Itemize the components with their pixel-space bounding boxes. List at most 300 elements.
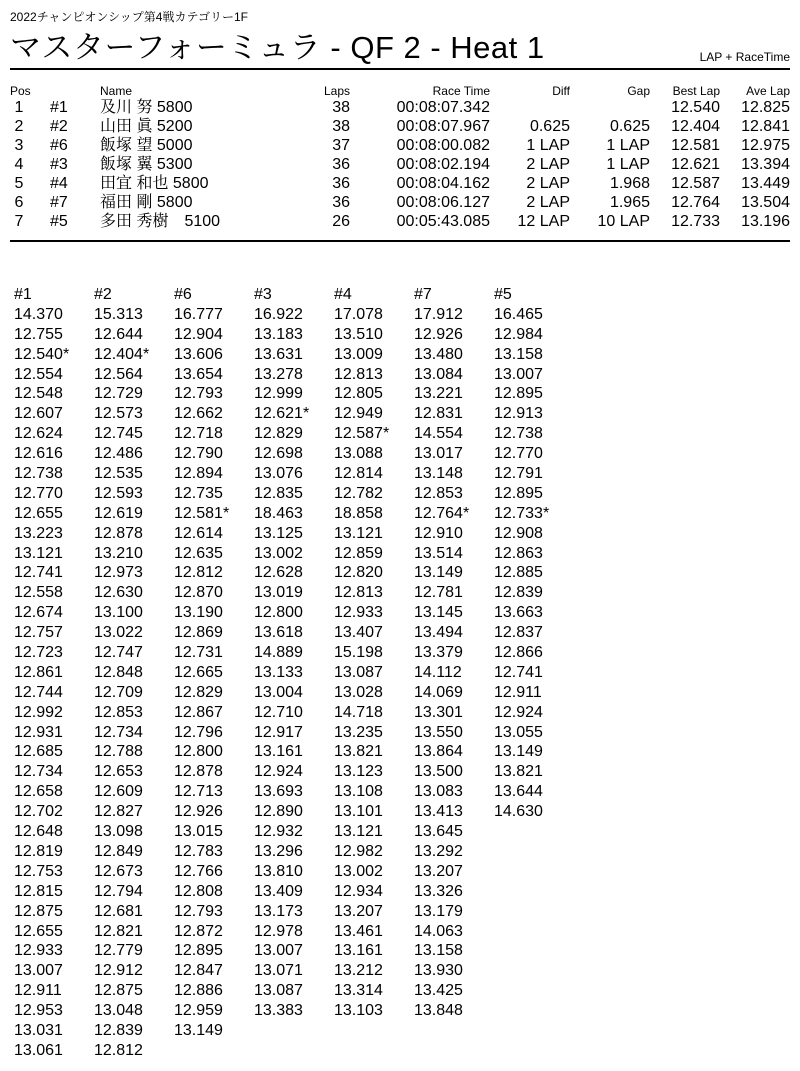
lap-time: 13.301 bbox=[414, 703, 463, 721]
lap-time: 13.048 bbox=[94, 1002, 143, 1020]
lap-time: 12.949 bbox=[334, 405, 383, 423]
lap-time: 13.007 bbox=[14, 962, 63, 980]
lap-time: 12.819 bbox=[14, 842, 63, 860]
lap-time: 12.866 bbox=[494, 644, 543, 662]
lap-time: 13.183 bbox=[254, 325, 303, 343]
lap-time: 12.839 bbox=[94, 1021, 143, 1039]
cell-best-lap: 12.587 bbox=[671, 175, 720, 192]
lap-time: 12.959 bbox=[174, 1002, 223, 1020]
lap-time: 13.550 bbox=[414, 723, 463, 741]
lap-time: 12.734 bbox=[14, 763, 63, 781]
lap-time: 13.028 bbox=[334, 683, 383, 701]
lap-time: 13.693 bbox=[254, 783, 303, 801]
lap-time: 12.702 bbox=[14, 803, 63, 821]
lap-time: 12.982 bbox=[334, 842, 383, 860]
cell-race-time: 00:08:06.127 bbox=[396, 194, 490, 211]
lap-time: 12.933 bbox=[14, 942, 63, 960]
lap-time: 12.831 bbox=[414, 405, 463, 423]
lap-time: 13.314 bbox=[334, 982, 383, 1000]
cell-pos: 2 bbox=[14, 118, 24, 135]
lap-time: 13.061 bbox=[14, 1041, 63, 1059]
lap-time: 12.782 bbox=[334, 484, 383, 502]
lap-time: 12.548 bbox=[14, 385, 63, 403]
cell-best-lap: 12.540 bbox=[671, 99, 720, 116]
lap-time: 12.681 bbox=[94, 902, 143, 920]
lap-time: 13.207 bbox=[334, 902, 383, 920]
lap-time: 12.655 bbox=[14, 504, 63, 522]
lap-column bbox=[494, 285, 549, 822]
lap-time: 12.859 bbox=[334, 544, 383, 562]
lap-time: 13.207 bbox=[414, 862, 463, 880]
lap-time: 13.654 bbox=[174, 365, 223, 383]
lap-time: 12.913 bbox=[494, 405, 543, 423]
lap-time: 13.480 bbox=[414, 345, 463, 363]
lap-time: 13.212 bbox=[334, 962, 383, 980]
lap-time: 12.808 bbox=[174, 882, 223, 900]
lap-time: 12.848 bbox=[94, 663, 143, 681]
lap-time: 13.190 bbox=[174, 604, 223, 622]
lap-time: 13.002 bbox=[334, 862, 383, 880]
cell-driver-name: 飯塚 望 5000 bbox=[100, 137, 193, 154]
lap-time: 13.031 bbox=[14, 1021, 63, 1039]
cell-race-time: 00:08:07.342 bbox=[396, 99, 490, 116]
lap-time: 12.978 bbox=[254, 922, 303, 940]
results-body bbox=[10, 98, 790, 231]
col-header-laps: Laps bbox=[323, 84, 350, 98]
lap-time: 12.621* bbox=[254, 405, 310, 423]
lap-time: 12.992 bbox=[14, 703, 63, 721]
lap-time: 13.158 bbox=[414, 942, 463, 960]
lap-time: 12.869 bbox=[174, 624, 223, 642]
lap-time: 14.889 bbox=[254, 644, 303, 662]
lap-time: 12.875 bbox=[94, 982, 143, 1000]
lap-time: 12.733* bbox=[494, 504, 550, 522]
lap-time: 12.755 bbox=[14, 325, 63, 343]
results-row bbox=[10, 98, 790, 117]
cell-laps: 36 bbox=[332, 175, 350, 192]
lap-time: 12.910 bbox=[414, 524, 463, 542]
lap-time: 12.593 bbox=[94, 484, 143, 502]
lap-time: 12.926 bbox=[414, 325, 463, 343]
lap-time: 12.648 bbox=[14, 823, 63, 841]
lap-time: 12.614 bbox=[174, 524, 223, 542]
lap-time: 12.685 bbox=[14, 743, 63, 761]
cell-diff: 2 LAP bbox=[526, 194, 570, 211]
col-header-race-time: Race Time bbox=[432, 84, 490, 98]
page-title: マスターフォーミュラ - QF 2 - Heat 1 bbox=[10, 30, 545, 65]
lap-column bbox=[94, 285, 149, 1061]
results-table bbox=[10, 84, 790, 231]
lap-time: 17.912 bbox=[414, 305, 463, 323]
lap-time: 12.867 bbox=[174, 703, 223, 721]
lap-time: 12.738 bbox=[494, 425, 543, 443]
cell-race-time: 00:08:07.967 bbox=[396, 118, 490, 135]
lap-time: 13.148 bbox=[414, 465, 463, 483]
lap-time: 13.810 bbox=[254, 862, 303, 880]
cell-driver-name: 多田 秀樹 5100 bbox=[100, 213, 221, 230]
lap-time: 13.409 bbox=[254, 882, 303, 900]
lap-time: 12.554 bbox=[14, 365, 63, 383]
lap-time: 12.757 bbox=[14, 624, 63, 642]
lap-time: 12.890 bbox=[254, 803, 303, 821]
lap-time: 12.973 bbox=[94, 564, 143, 582]
results-row bbox=[10, 117, 790, 136]
cell-pos: 1 bbox=[14, 99, 24, 116]
lap-time: 13.161 bbox=[254, 743, 303, 761]
header-rule bbox=[10, 68, 790, 70]
lap-time: 13.221 bbox=[414, 385, 463, 403]
cell-ave-lap: 12.841 bbox=[741, 118, 790, 135]
lap-time: 12.911 bbox=[14, 982, 62, 1000]
lap-time: 18.858 bbox=[334, 504, 383, 522]
lap-time: 12.764* bbox=[414, 504, 470, 522]
lap-time: 13.002 bbox=[254, 544, 303, 562]
cell-ave-lap: 12.975 bbox=[741, 137, 790, 154]
lap-time: 12.847 bbox=[174, 962, 223, 980]
lap-time: 13.076 bbox=[254, 465, 303, 483]
col-header-ave-lap: Ave Lap bbox=[746, 84, 790, 98]
lap-time: 16.465 bbox=[494, 305, 543, 323]
lap-time: 12.540* bbox=[14, 345, 70, 363]
cell-diff: 0.625 bbox=[529, 118, 570, 135]
lap-time: 18.463 bbox=[254, 504, 303, 522]
cell-driver-name: 及川 努 5800 bbox=[100, 99, 193, 116]
lap-column-car-number: #2 bbox=[94, 286, 112, 303]
results-rule bbox=[10, 240, 790, 242]
lap-time: 12.924 bbox=[254, 763, 303, 781]
lap-time: 12.813 bbox=[334, 584, 383, 602]
lap-time: 12.770 bbox=[494, 445, 543, 463]
lap-time: 12.731 bbox=[174, 644, 223, 662]
lap-time: 12.745 bbox=[94, 425, 143, 443]
cell-pos: 5 bbox=[14, 175, 24, 192]
lap-time: 12.812 bbox=[174, 564, 223, 582]
lap-time: 12.933 bbox=[334, 604, 383, 622]
lap-time: 13.055 bbox=[494, 723, 543, 741]
lap-time: 13.864 bbox=[414, 743, 463, 761]
lap-column-car-number: #6 bbox=[174, 286, 192, 303]
lap-time: 12.535 bbox=[94, 465, 143, 483]
lap-time: 14.554 bbox=[414, 425, 463, 443]
lap-time: 12.827 bbox=[94, 803, 143, 821]
lap-time: 12.837 bbox=[494, 624, 543, 642]
lap-time: 13.121 bbox=[14, 544, 63, 562]
cell-car-number: #1 bbox=[50, 99, 68, 116]
cell-pos: 4 bbox=[14, 156, 24, 173]
lap-time: 13.606 bbox=[174, 345, 223, 363]
lap-time: 12.875 bbox=[14, 902, 63, 920]
lap-time: 12.829 bbox=[254, 425, 303, 443]
cell-diff: 12 LAP bbox=[517, 213, 570, 230]
cell-car-number: #2 bbox=[50, 118, 68, 135]
lap-time: 12.853 bbox=[414, 484, 463, 502]
lap-time: 12.723 bbox=[14, 644, 63, 662]
lap-column bbox=[414, 285, 469, 1021]
lap-time: 12.849 bbox=[94, 842, 143, 860]
lap-time: 12.674 bbox=[14, 604, 63, 622]
lap-time: 12.953 bbox=[14, 1002, 63, 1020]
lap-time: 13.500 bbox=[414, 763, 463, 781]
lap-column-car-number: #5 bbox=[494, 286, 512, 303]
lap-time: 12.885 bbox=[494, 564, 543, 582]
lap-time: 12.581* bbox=[174, 504, 230, 522]
cell-ave-lap: 13.449 bbox=[741, 175, 790, 192]
results-row bbox=[10, 193, 790, 212]
lap-time: 13.017 bbox=[414, 445, 463, 463]
lap-time: 12.781 bbox=[414, 584, 463, 602]
lap-time: 13.292 bbox=[414, 842, 463, 860]
lap-time: 12.984 bbox=[494, 325, 543, 343]
col-header-pos: Pos bbox=[10, 84, 31, 98]
lap-time: 12.835 bbox=[254, 484, 303, 502]
results-row bbox=[10, 212, 790, 231]
lap-time: 14.112 bbox=[414, 663, 462, 681]
lap-time: 13.663 bbox=[494, 604, 543, 622]
lap-time: 12.863 bbox=[494, 544, 543, 562]
lap-time: 13.121 bbox=[334, 823, 383, 841]
cell-gap: 1.965 bbox=[609, 194, 650, 211]
lap-time: 12.564 bbox=[94, 365, 143, 383]
lap-time: 12.934 bbox=[334, 882, 383, 900]
lap-time: 13.083 bbox=[414, 783, 463, 801]
lap-time: 12.734 bbox=[94, 723, 143, 741]
lap-time: 12.783 bbox=[174, 842, 223, 860]
lap-time: 12.800 bbox=[254, 604, 303, 622]
lap-time: 13.223 bbox=[14, 524, 63, 542]
lap-time: 13.145 bbox=[414, 604, 463, 622]
lap-time: 13.004 bbox=[254, 683, 303, 701]
lap-time: 12.895 bbox=[494, 484, 543, 502]
lap-time: 13.494 bbox=[414, 624, 463, 642]
lap-time: 12.853 bbox=[94, 703, 143, 721]
cell-driver-name: 山田 眞 5200 bbox=[100, 118, 193, 135]
cell-car-number: #4 bbox=[50, 175, 68, 192]
lap-time: 13.121 bbox=[334, 524, 383, 542]
lap-time: 12.665 bbox=[174, 663, 223, 681]
lap-time: 13.930 bbox=[414, 962, 463, 980]
cell-driver-name: 飯塚 翼 5300 bbox=[100, 156, 193, 173]
col-header-name: Name bbox=[100, 84, 133, 98]
lap-time: 13.087 bbox=[254, 982, 303, 1000]
lap-time: 12.747 bbox=[94, 644, 143, 662]
lap-time: 13.379 bbox=[414, 644, 463, 662]
lap-time: 13.158 bbox=[494, 345, 543, 363]
lap-time: 13.019 bbox=[254, 584, 303, 602]
lap-time: 12.791 bbox=[494, 465, 543, 483]
lap-time: 12.607 bbox=[14, 405, 63, 423]
lap-time: 15.313 bbox=[94, 305, 143, 323]
lap-time: 12.793 bbox=[174, 385, 223, 403]
lap-time: 12.709 bbox=[94, 683, 143, 701]
lap-time: 13.210 bbox=[94, 544, 143, 562]
lap-time: 12.718 bbox=[174, 425, 223, 443]
lap-time: 12.738 bbox=[14, 465, 63, 483]
cell-race-time: 00:08:02.194 bbox=[396, 156, 490, 173]
lap-time: 12.794 bbox=[94, 882, 143, 900]
lap-time: 15.198 bbox=[334, 644, 383, 662]
lap-time: 12.912 bbox=[94, 962, 143, 980]
cell-car-number: #5 bbox=[50, 213, 68, 230]
cell-laps: 37 bbox=[332, 137, 350, 154]
results-row bbox=[10, 174, 790, 193]
cell-laps: 38 bbox=[332, 99, 350, 116]
lap-time: 12.878 bbox=[94, 524, 143, 542]
event-subtitle: 2022チャンピオンシップ第4戦カテゴリー1F bbox=[10, 10, 248, 24]
lap-column-car-number: #1 bbox=[14, 286, 32, 303]
lap-time: 13.510 bbox=[334, 325, 383, 343]
lap-time: 13.100 bbox=[94, 604, 143, 622]
lap-time: 17.078 bbox=[334, 305, 383, 323]
col-header-gap: Gap bbox=[627, 84, 650, 98]
lap-time: 13.007 bbox=[254, 942, 303, 960]
lap-column bbox=[334, 285, 389, 1021]
lap-time: 13.022 bbox=[94, 624, 143, 642]
lap-time: 13.101 bbox=[334, 803, 383, 821]
lap-time: 12.616 bbox=[14, 445, 63, 463]
lap-time: 12.894 bbox=[174, 465, 223, 483]
lap-time: 13.007 bbox=[494, 365, 543, 383]
cell-driver-name: 田宜 和也 5800 bbox=[100, 175, 209, 192]
lap-time: 13.125 bbox=[254, 524, 303, 542]
lap-time: 12.741 bbox=[494, 663, 543, 681]
lap-time: 13.425 bbox=[414, 982, 463, 1000]
lap-time: 13.103 bbox=[334, 1002, 383, 1020]
cell-race-time: 00:08:04.162 bbox=[396, 175, 490, 192]
lap-time: 12.814 bbox=[334, 465, 383, 483]
lap-time: 13.821 bbox=[334, 743, 383, 761]
lap-time: 13.407 bbox=[334, 624, 383, 642]
cell-diff bbox=[490, 98, 570, 117]
lap-time: 12.662 bbox=[174, 405, 223, 423]
cell-gap: 10 LAP bbox=[597, 213, 650, 230]
cell-car-number: #7 bbox=[50, 194, 68, 211]
lap-time: 12.630 bbox=[94, 584, 143, 602]
results-row bbox=[10, 155, 790, 174]
lap-time: 12.872 bbox=[174, 922, 223, 940]
lap-time: 13.149 bbox=[174, 1021, 223, 1039]
lap-time: 13.514 bbox=[414, 544, 463, 562]
cell-best-lap: 12.621 bbox=[671, 156, 720, 173]
lap-time: 13.821 bbox=[494, 763, 543, 781]
lap-time: 12.932 bbox=[254, 823, 303, 841]
cell-ave-lap: 13.504 bbox=[741, 194, 790, 211]
lap-time: 12.744 bbox=[14, 683, 63, 701]
cell-driver-name: 福田 剛 5800 bbox=[100, 194, 193, 211]
lap-time: 14.063 bbox=[414, 922, 463, 940]
cell-gap: 1 LAP bbox=[606, 156, 650, 173]
lap-time: 13.149 bbox=[414, 564, 463, 582]
lap-time: 13.235 bbox=[334, 723, 383, 741]
lap-time: 13.015 bbox=[174, 823, 223, 841]
lap-time: 12.861 bbox=[14, 663, 63, 681]
lap-time: 13.071 bbox=[254, 962, 303, 980]
lap-time: 12.404* bbox=[94, 345, 150, 363]
lap-time: 13.087 bbox=[334, 663, 383, 681]
report-type-label: LAP + RaceTime bbox=[699, 50, 790, 64]
lap-column-car-number: #4 bbox=[334, 286, 352, 303]
cell-ave-lap: 13.196 bbox=[741, 213, 790, 230]
lap-time: 13.645 bbox=[414, 823, 463, 841]
cell-gap: 1.968 bbox=[609, 175, 650, 192]
lap-time: 13.631 bbox=[254, 345, 303, 363]
lap-time: 12.635 bbox=[174, 544, 223, 562]
lap-time: 12.779 bbox=[94, 942, 143, 960]
lap-time: 12.839 bbox=[494, 584, 543, 602]
lap-time: 12.878 bbox=[174, 763, 223, 781]
cell-pos: 6 bbox=[14, 194, 24, 211]
lap-time: 13.133 bbox=[254, 663, 303, 681]
lap-time: 12.729 bbox=[94, 385, 143, 403]
lap-time: 12.486 bbox=[94, 445, 143, 463]
lap-column-car-number: #7 bbox=[414, 286, 432, 303]
cell-car-number: #6 bbox=[50, 137, 68, 154]
col-header-best-lap: Best Lap bbox=[672, 84, 720, 98]
lap-time: 12.870 bbox=[174, 584, 223, 602]
lap-time: 12.658 bbox=[14, 783, 63, 801]
lap-time: 12.821 bbox=[94, 922, 143, 940]
cell-best-lap: 12.733 bbox=[671, 213, 720, 230]
lap-time: 14.370 bbox=[14, 305, 63, 323]
lap-time: 14.069 bbox=[414, 683, 463, 701]
col-header-number bbox=[50, 84, 100, 98]
results-header-row bbox=[10, 84, 790, 98]
lap-time: 12.609 bbox=[94, 783, 143, 801]
lap-time: 13.296 bbox=[254, 842, 303, 860]
lap-time: 12.619 bbox=[94, 504, 143, 522]
lap-time: 12.628 bbox=[254, 564, 303, 582]
lap-time: 12.753 bbox=[14, 862, 63, 880]
lap-time: 12.713 bbox=[174, 783, 223, 801]
lap-time: 13.618 bbox=[254, 624, 303, 642]
lap-time: 12.698 bbox=[254, 445, 303, 463]
lap-time: 13.123 bbox=[334, 763, 383, 781]
lap-time: 12.999 bbox=[254, 385, 303, 403]
lap-time: 13.088 bbox=[334, 445, 383, 463]
cell-diff: 1 LAP bbox=[526, 137, 570, 154]
lap-time: 13.161 bbox=[334, 942, 383, 960]
cell-gap: 1 LAP bbox=[606, 137, 650, 154]
cell-laps: 36 bbox=[332, 156, 350, 173]
lap-time: 14.630 bbox=[494, 803, 543, 821]
lap-time: 16.777 bbox=[174, 305, 223, 323]
col-header-diff: Diff bbox=[552, 84, 570, 98]
lap-column-car-number: #3 bbox=[254, 286, 272, 303]
lap-time: 12.796 bbox=[174, 723, 223, 741]
cell-ave-lap: 12.825 bbox=[741, 99, 790, 116]
results-row bbox=[10, 136, 790, 155]
lap-time: 12.788 bbox=[94, 743, 143, 761]
lap-time: 12.790 bbox=[174, 445, 223, 463]
cell-best-lap: 12.404 bbox=[671, 118, 720, 135]
lap-time: 13.461 bbox=[334, 922, 383, 940]
lap-time: 13.108 bbox=[334, 783, 383, 801]
lap-time: 13.644 bbox=[494, 783, 543, 801]
cell-race-time: 00:08:00.082 bbox=[396, 137, 490, 154]
lap-time: 12.886 bbox=[174, 982, 223, 1000]
lap-time: 12.766 bbox=[174, 862, 223, 880]
lap-column bbox=[174, 285, 229, 1041]
lap-time: 12.805 bbox=[334, 385, 383, 403]
lap-time: 13.848 bbox=[414, 1002, 463, 1020]
lap-time: 13.173 bbox=[254, 902, 303, 920]
lap-time: 12.924 bbox=[494, 703, 543, 721]
cell-diff: 2 LAP bbox=[526, 175, 570, 192]
lap-time: 12.815 bbox=[14, 882, 63, 900]
lap-time: 12.793 bbox=[174, 902, 223, 920]
lap-time: 12.741 bbox=[14, 564, 63, 582]
lap-time: 13.098 bbox=[94, 823, 143, 841]
lap-time: 12.812 bbox=[94, 1041, 143, 1059]
